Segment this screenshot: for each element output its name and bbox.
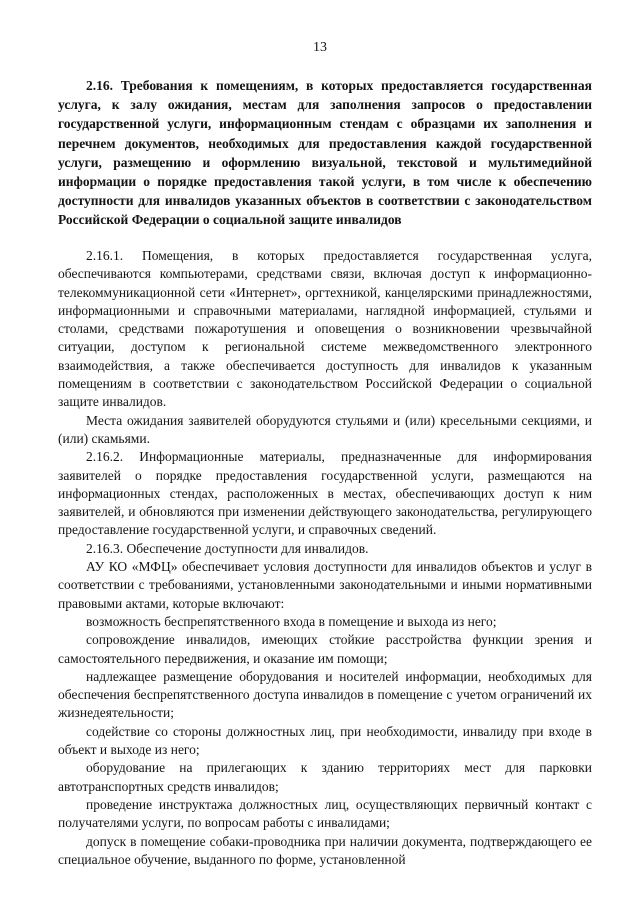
paragraph-waiting-places: Места ожидания заявителей оборудуются стульями и (или) кресельными секциями, и (или) скамьями.: [58, 412, 592, 446]
paragraph-2-16-1: 2.16.1. Помещения, в которых предоставляется государственная услуга, обеспечиваются компьютерами, средствами связи, включая доступ к информационно-телекоммуникационной сети «Интернет», оргтехникой, канцелярскими принадлежностями, информационными и справочными материалами, наглядной информацией, стульями и столами, средствами пожаротушения и оповещения о возникновении чрезвычайной ситуации, доступом к региональной системе межведомственного электронного взаимодействия, а также обеспечивается доступность для инвалидов к указанным помещениям в соответствии с законодательством Российской Федерации о социальной защите инвалидов.: [58, 248, 592, 410]
section-heading: 2.16. Требования к помещениям, в которых предоставляется государственная услуга, к залу ожидания, местам для заполнения запросов о предоставлении государственной услуги, информационным стендам с образцами их заполнения и перечнем документов, необходимых для предоставления каждой государственной услуги, размещению и оформлению визуальной, текстовой и мультимедийной информации о порядке предоставления такой услуги, в том числе к обеспечению доступности для инвалидов указанных объектов в соответствии с законодательством Российской Федерации о социальной защите инвалидов: [58, 78, 592, 228]
section-body: [58, 247, 592, 869]
paragraph-2-16-3: 2.16.3. Обеспечение доступности для инвалидов.: [86, 540, 369, 556]
page-number: 13: [313, 40, 327, 55]
paragraph-mfc-conditions: АУ КО «МФЦ» обеспечивает условия доступности для инвалидов объектов и услуг в соответствии с требованиями, установленными законодательными и иными нормативными правовыми актами, которые включают:: [58, 559, 592, 611]
list-item: проведение инструктажа должностных лиц, осуществляющих первичный контакт с получателями услуги, по вопросам работы с инвалидами;: [58, 796, 592, 831]
list-item: надлежащее размещение оборудования и носителей информации, необходимых для обеспечения беспрепятственного доступа инвалидов в помещение с учетом ограничений их жизнедеятельности;: [58, 668, 592, 721]
list-item: возможность беспрепятственного входа в помещение и выхода из него;: [86, 613, 497, 629]
paragraph-2-16-2: 2.16.2. Информационные материалы, предназначенные для информирования заявителей о порядке предоставления государственной услуги, размещаются на информационных стендах, расположенных в местах, обеспечивающих доступ к ним заявителей, и обновляются при изменении действующего законодательства, регулирующего предоставление государственной услуги, и справочных сведений.: [58, 449, 592, 538]
list-item: содействие со стороны должностных лиц, при необходимости, инвалиду при входе в объект и выходе из него;: [58, 723, 592, 758]
list-item: допуск в помещение собаки-проводника при наличии документа, подтверждающего ее специальное обучение, выданного по форме, установленной: [58, 833, 592, 867]
list-item: оборудование на прилегающих к зданию территориях мест для парковки автотранспортных средств инвалидов;: [58, 760, 592, 794]
list-item: сопровождение инвалидов, имеющих стойкие расстройства функции зрения и самостоятельного передвижения, и оказание им помощи;: [58, 632, 592, 666]
